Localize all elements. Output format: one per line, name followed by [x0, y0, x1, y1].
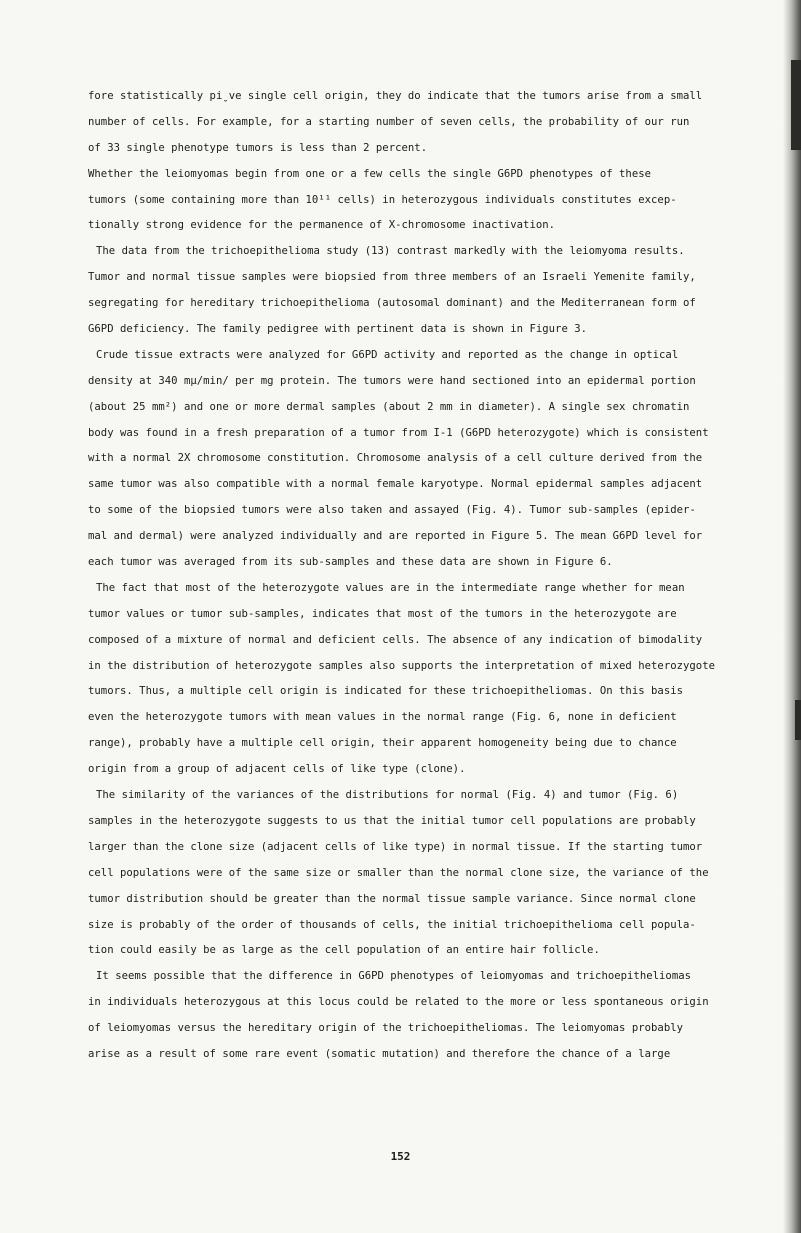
text-line: even the heterozygote tumors with mean values in the normal range (Fig. 6, none in deficient: [88, 711, 677, 724]
scan-edge-shadow: [783, 0, 801, 1233]
text-line: Tumor and normal tissue samples were biopsied from three members of an Israeli Yemenite family,: [88, 271, 696, 284]
text-line: number of cells. For example, for a starting number of seven cells, the probability of our run: [88, 115, 690, 128]
text-line: tumor values or tumor sub-samples, indicates that most of the tumors in the heterozygote are: [88, 607, 677, 620]
text-line: segregating for hereditary trichoepithelioma (autosomal dominant) and the Mediterranean form of: [88, 297, 696, 310]
text-line: origin from a group of adjacent cells of like type (clone).: [88, 763, 466, 776]
text-line: tionally strong evidence for the permanence of X-chromosome inactivation.: [88, 219, 556, 232]
document-page: [88, 84, 768, 1068]
text-line: cell populations were of the same size or smaller than the normal clone size, the variance of the: [88, 866, 709, 879]
text-line: body was found in a fresh preparation of a tumor from I-1 (G6PD heterozygote) which is consistent: [88, 426, 709, 439]
text-line: (about 25 mm²) and one or more dermal samples (about 2 mm in diameter). A single sex chromatin: [88, 400, 690, 413]
text-line: in individuals heterozygous at this locus could be related to the more or less spontaneous origin: [88, 996, 709, 1009]
text-line: The fact that most of the heterozygote values are in the intermediate range whether for mean: [96, 581, 685, 594]
text-line: density at 340 mμ/min/ per mg protein. The tumors were hand sectioned into an epidermal portion: [88, 374, 696, 387]
text-line: arise as a result of some rare event (somatic mutation) and therefore the chance of a large: [88, 1047, 671, 1060]
text-line: tion could easily be as large as the cell population of an entire hair follicle.: [88, 944, 600, 957]
text-line: samples in the heterozygote suggests to us that the initial tumor cell populations are probably: [88, 814, 696, 827]
text-line: size is probably of the order of thousands of cells, the initial trichoepithelioma cell popula-: [88, 918, 696, 931]
text-line: of leiomyomas versus the hereditary origin of the trichoepitheliomas. The leiomyomas probably: [88, 1022, 684, 1035]
scan-edge-mark: [795, 700, 801, 740]
text-line: mal and dermal) were analyzed individually and are reported in Figure 5. The mean G6PD level for: [88, 530, 703, 543]
page-number: 152: [390, 1150, 411, 1163]
text-line: same tumor was also compatible with a normal female karyotype. Normal epidermal samples adjacent: [88, 478, 703, 491]
text-line: fore statistically piˬve single cell origin, they do indicate that the tumors arise from a small: [88, 90, 703, 102]
text-line: tumors. Thus, a multiple cell origin is indicated for these trichoepitheliomas. On this basis: [88, 685, 684, 698]
text-line: The similarity of the variances of the distributions for normal (Fig. 4) and tumor (Fig. 6): [96, 789, 679, 802]
text-line: each tumor was averaged from its sub-samples and these data are shown in Figure 6.: [88, 556, 613, 569]
text-line: tumors (some containing more than 10¹¹ cells) in heterozygous individuals constitutes excep-: [88, 193, 677, 206]
text-line: range), probably have a multiple cell origin, their apparent homogeneity being due to chance: [88, 737, 677, 750]
text-line: of 33 single phenotype tumors is less than 2 percent.: [88, 141, 428, 154]
text-line: Whether the leiomyomas begin from one or a few cells the single G6PD phenotypes of these: [88, 167, 652, 180]
text-line: The data from the trichoepithelioma study (13) contrast markedly with the leiomyoma results.: [96, 245, 685, 258]
scan-edge-mark: [791, 60, 801, 150]
text-line: tumor distribution should be greater than the normal tissue sample variance. Since normal clone: [88, 892, 696, 905]
text-line: to some of the biopsied tumors were also taken and assayed (Fig. 4). Tumor sub-samples (epider-: [88, 504, 696, 517]
text-line: composed of a mixture of normal and deficient cells. The absence of any indication of bimodality: [88, 633, 703, 646]
text-line: larger than the clone size (adjacent cells of like type) in normal tissue. If the starting tumor: [88, 840, 703, 853]
text-line: in the distribution of heterozygote samples also supports the interpretation of mixed heterozygote: [88, 659, 716, 672]
text-line: Crude tissue extracts were analyzed for G6PD activity and reported as the change in optical: [96, 348, 679, 361]
text-line: G6PD deficiency. The family pedigree with pertinent data is shown in Figure 3.: [88, 323, 588, 336]
text-line: with a normal 2X chromosome constitution. Chromosome analysis of a cell culture derived from the: [88, 452, 703, 465]
text-line: It seems possible that the difference in G6PD phenotypes of leiomyomas and trichoepitheliomas: [96, 970, 692, 983]
